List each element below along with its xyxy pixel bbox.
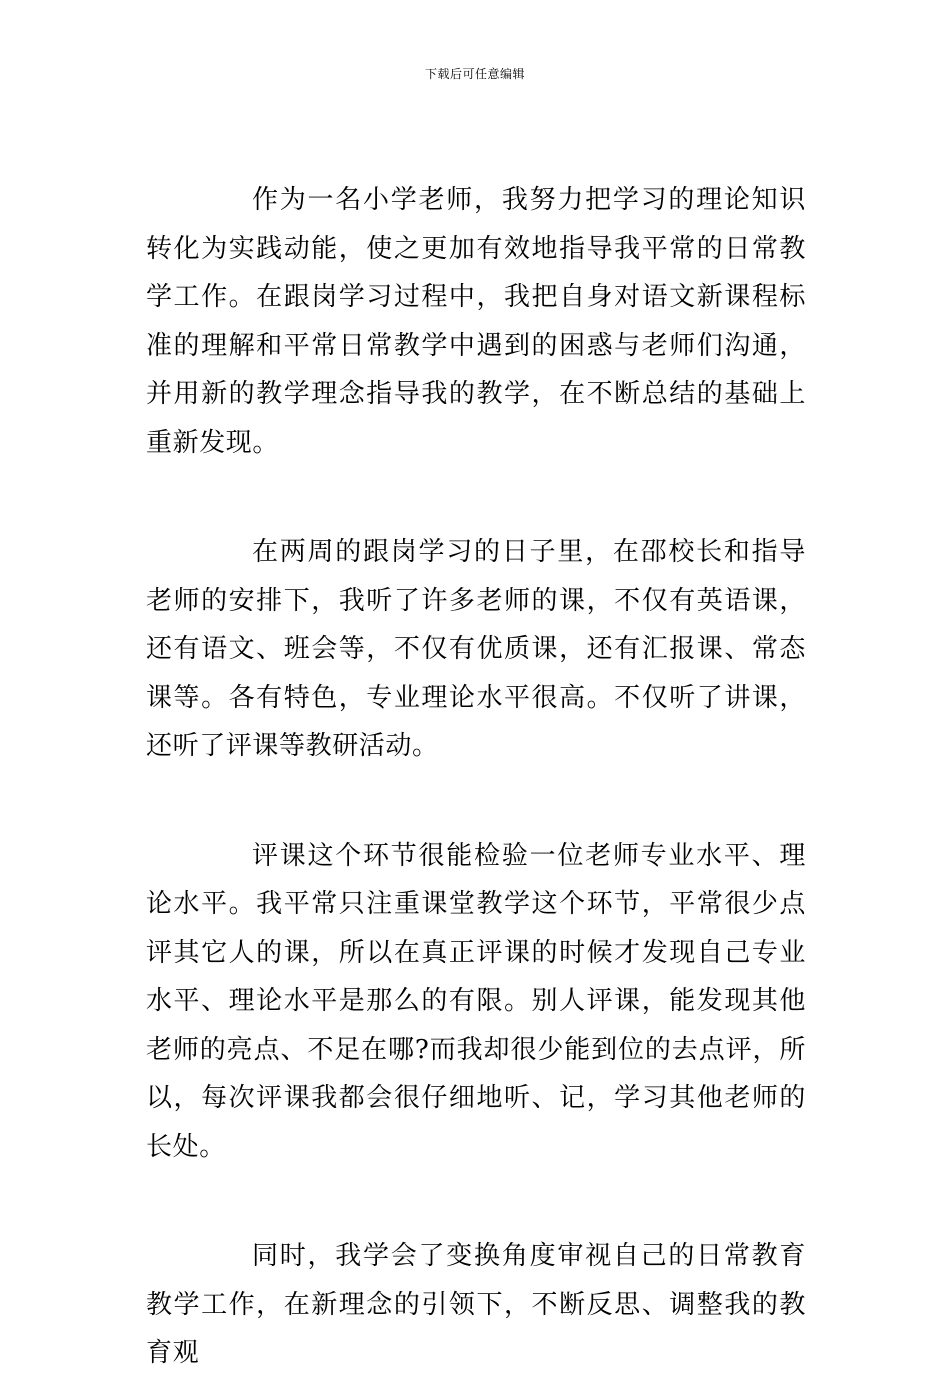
paragraph-1: 作为一名小学老师，我努力把学习的理论知识转化为实践动能，使之更加有效地指导我平常的日常教学工作。在跟岗学习过程中，我把自身对语文新课程标准的理解和平常日常教学中遇到的困惑与老师们沟通，并用新的教学理念指导我的教学，在不断总结的基础上重新发现。: [146, 185, 806, 458]
paragraph-3: 评课这个环节很能检验一位老师专业水平、理论水平。我平常只注重课堂教学这个环节，平常很少点评其它人的课，所以在真正评课的时候才发现自己专业水平、理论水平是那么的有限。别人评课，能发现其他老师的亮点、不足在哪?而我却很少能到位的去点评，所以，每次评课我都会很仔细地听、记，学习其他老师的长处。: [146, 840, 806, 1162]
document-body: [146, 176, 806, 1378]
page-header: 下载后可任意编辑: [424, 67, 525, 81]
paragraph-4: 同时，我学会了变换角度审视自己的日常教育教学工作，在新理念的引领下，不断反思、调整我的教育观: [146, 1241, 806, 1368]
paragraph-2: 在两周的跟岗学习的日子里，在邵校长和指导老师的安排下，我听了许多老师的课，不仅有英语课，还有语文、班会等，不仅有优质课，还有汇报课、常态课等。各有特色，专业理论水平很高。不仅听了讲课，还听了评课等教研活动。: [146, 537, 806, 761]
